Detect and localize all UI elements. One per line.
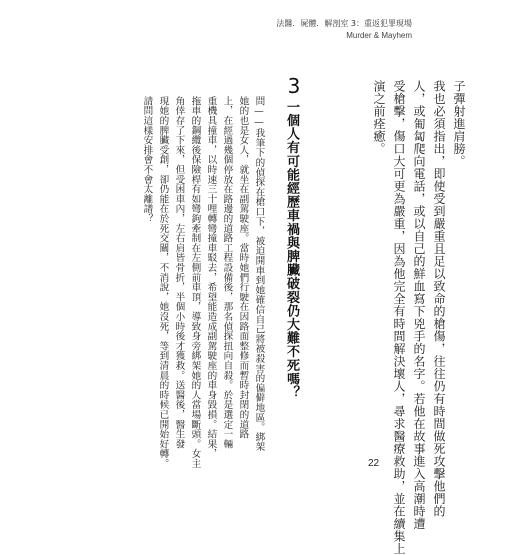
question-line-3: 上，在經過幾個停放在路邊的道路工程設備後，那名偵探扭向自殺。於是選定一輛	[221, 96, 233, 449]
prev-answer-line-5: 演之前痊癒。	[372, 80, 386, 155]
prev-answer-line-1: 子彈射進肩膀。	[452, 80, 466, 168]
question-line-8: 請問這樣安排會不會太離譜？	[141, 96, 153, 224]
running-head	[276, 18, 412, 42]
section-title: 一個人有可能經歷車禍與脾臟破裂仍大難不死嗎？	[284, 100, 299, 400]
question-line-6: 角倖存了下來，但受困車內，左右肩皆骨折，半個小時後才獲救。送醫後，醫生發	[173, 96, 185, 449]
question-line-4: 重機具撞車，以時速三十哩轉彎撞車駁去，希望能造成副駕駛座的車身毀損。結果，	[205, 96, 217, 459]
question-line-5: 拖車的鋼纜後保險桿有如彎鉤牽制在左側前車頂，導致身旁綁架她的人當場斷頭。女主	[189, 96, 201, 469]
section-number: 3	[287, 74, 301, 98]
question-line-2: 她的也是女人，就坐在副駕駛座。當時她們行駛在因路面整修而暫時封閉的道路	[237, 96, 249, 439]
prev-answer-line-4: 受槍擊，傷口大可更為嚴重，因為他完全有時間解決壞人，尋求醫療救助，並在續集上	[392, 80, 406, 555]
prev-answer-line-2: 我也必須指出，即使受到嚴重且足以致命的槍傷，往往仍有時間做死攻擊他們的	[432, 80, 446, 518]
page-number: 22	[368, 458, 380, 469]
prev-answer-line-3: 人，或匍匐爬向電話，或以自己的鮮血寫下兇手的名字。若他在故事進入高潮時遭	[412, 80, 426, 530]
book-subtitle: Murder & Mayhem	[346, 31, 412, 40]
question-line-7: 現她的脾臟受創，卻仍能在於死交關，不消說，她沒死，等到清晨的時候已開始好轉。	[157, 96, 169, 469]
question-line-1: 問——我筆下的偵探在槍口下，被迫開車到她確信自己將被殺害的偏僻地區。綁架	[253, 96, 265, 452]
book-title: 法醫．屍體．解剖室 3：重返犯罪現場	[276, 19, 412, 28]
